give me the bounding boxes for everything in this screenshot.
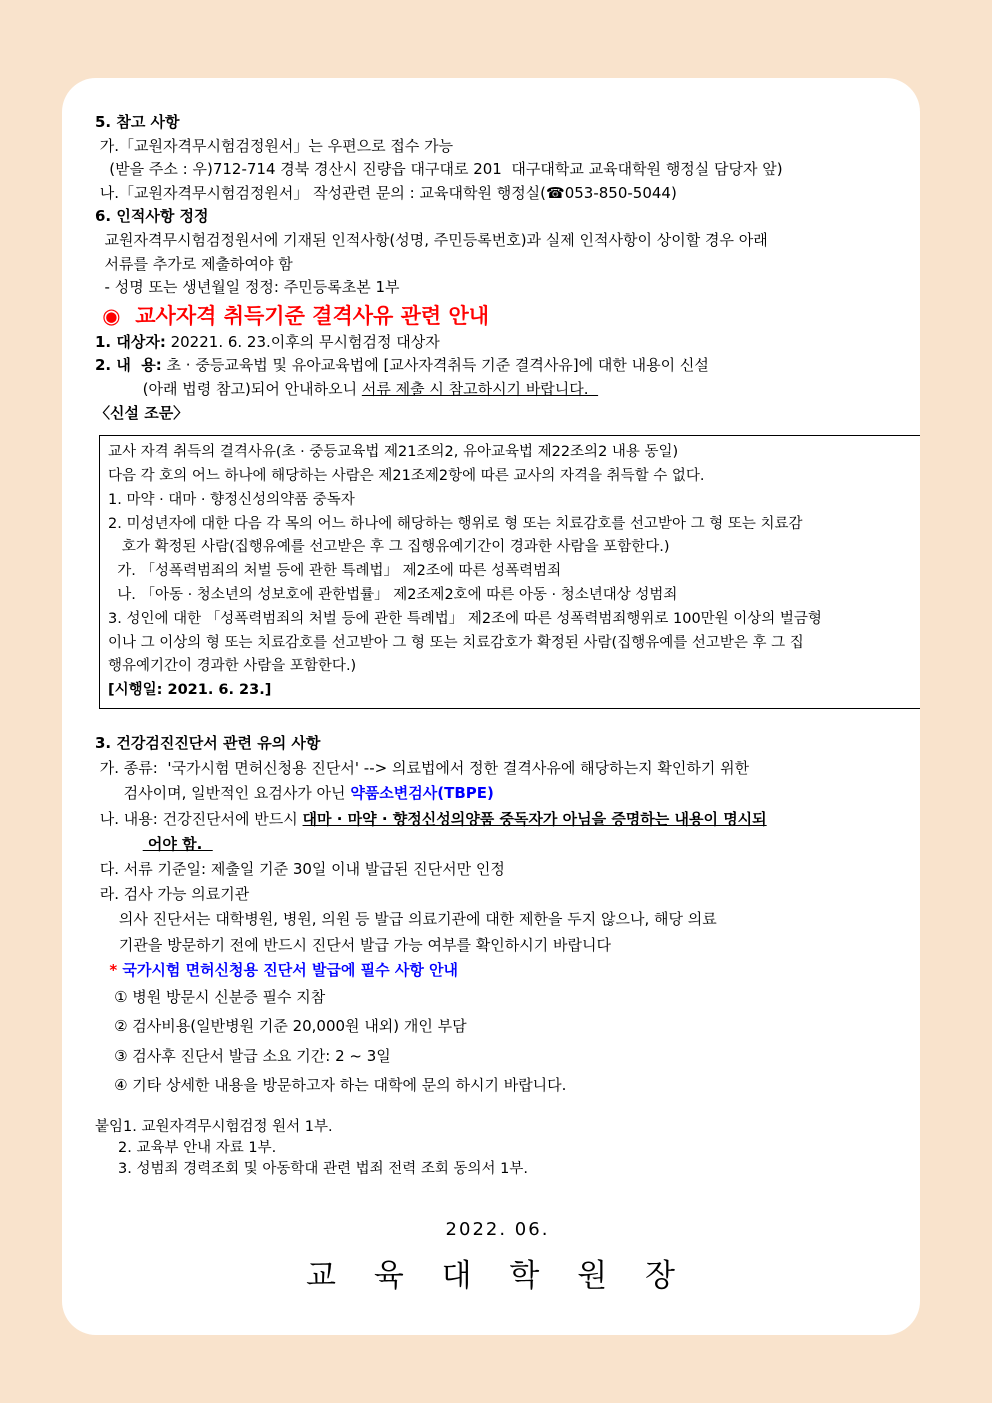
- text-line: [95, 402, 900, 426]
- text-segment: 1. 대상자:: [95, 332, 166, 351]
- text-segment: ① 병원 방문시 신분증 필수 지참: [95, 987, 326, 1006]
- text-line: [95, 331, 900, 355]
- text-segment: 붙임1. 교원자격무시험검정 원서 1부.: [95, 1118, 333, 1135]
- text-segment: 2. 내 용:: [95, 356, 162, 375]
- text-segment: 초 · 중등교육법 및 유아교육법에 [교사자격취득 기준 결격사유]에 대한 내용이 신설: [161, 356, 709, 375]
- text-segment: 다음 각 호의 어느 하나에 해당하는 사람은 제21조제2항에 따른 교사의 자격을 취득할 수 없다.: [108, 467, 705, 484]
- text-line: [95, 781, 900, 806]
- text-line: [108, 632, 918, 656]
- text-line: [95, 182, 900, 206]
- text-segment: 〈신설 조문〉: [95, 403, 189, 422]
- text-segment: 가. 「성폭력범죄의 처벌 등에 관한 특례법」 제2조에 따른 성폭력범죄: [108, 563, 562, 580]
- section-health-checkup: [95, 731, 900, 983]
- text-line: [108, 655, 918, 679]
- text-segment: 대마 · 마약 · 향정신성의양품 중독자가 아님을 증명하는 내용이 명시되: [302, 809, 767, 828]
- text-segment: 약품소변검사(TBPE): [350, 784, 494, 803]
- text-line: [108, 679, 918, 703]
- text-line: [95, 229, 900, 253]
- text-line: [95, 1159, 900, 1180]
- attachments-list: [95, 1117, 900, 1180]
- text-segment: *: [109, 960, 123, 979]
- text-line: [95, 135, 900, 159]
- law-clause-box: [99, 435, 920, 709]
- text-segment: 검사이며, 일반적인 요검사가 아닌: [95, 784, 351, 803]
- text-line: [95, 354, 900, 378]
- text-line: [95, 205, 900, 229]
- text-line: [95, 756, 900, 781]
- text-segment: ② 검사비용(일반병원 기준 20,000원 내외) 개인 부담: [95, 1017, 467, 1036]
- text-line: [108, 441, 918, 465]
- text-line: [95, 933, 900, 958]
- text-line: [95, 253, 900, 277]
- text-segment: [95, 961, 109, 979]
- text-segment: 이나 그 이상의 형 또는 치료감호를 선고받아 그 형 또는 치료감호가 확정된 사람(집행유예를 선고받은 후 그 집: [108, 634, 804, 651]
- text-segment: 2. 교육부 안내 자료 1부.: [95, 1139, 277, 1156]
- text-line: [95, 857, 900, 882]
- text-line: [95, 907, 900, 932]
- notice-items: [95, 331, 900, 425]
- text-segment: 나.「교원자격무시험검정원서」 작성관련 문의 : 교육대학원 행정실(☎053-850-5044): [95, 183, 677, 202]
- text-line: [95, 1042, 900, 1072]
- text-line: [95, 958, 900, 983]
- text-line: [95, 807, 900, 832]
- text-segment: (아래 법령 참고)되어 안내하오니: [95, 379, 362, 398]
- text-segment: - 성명 또는 생년월일 정정: 주민등록초본 1부: [95, 278, 400, 297]
- text-line: [95, 1012, 900, 1042]
- text-segment: 교원자격무시험검정원서에 기재된 인적사항(성명, 주민등록번호)과 실제 인적사항이 상이할 경우 아래: [95, 230, 768, 249]
- text-segment: 어야 함.: [142, 834, 213, 853]
- text-line: [95, 983, 900, 1013]
- text-line: [108, 560, 918, 584]
- notice-heading: ◉ 교사자격 취득기준 결격사유 관련 안내: [95, 303, 490, 328]
- text-segment: 국가시험 면허신청용 진단서 발급에 필수 사항 안내: [122, 960, 459, 979]
- text-segment: 나. 내용: 건강진단서에 반드시: [95, 809, 303, 828]
- text-segment: 호가 확정된 사람(집행유예를 선고받은 후 그 집행유예기간이 경과한 사람을 포함한다.): [108, 539, 670, 556]
- text-line: [95, 1138, 900, 1159]
- text-line: [95, 276, 900, 300]
- signature-title: 교 육 대 학 원 장: [306, 1257, 689, 1294]
- text-segment: 1. 마약 · 대마 · 향정신성의약품 중독자: [108, 491, 355, 508]
- text-segment: 기관을 방문하기 전에 반드시 진단서 발급 가능 여부를 확인하시기 바랍니다: [95, 935, 611, 954]
- document-sheet: [62, 78, 920, 1335]
- text-segment: 다. 서류 기준일: 제출일 기준 30일 이내 발급된 진단서만 인정: [95, 859, 505, 878]
- text-segment: 행유예기간이 경과한 사람을 포함한다.): [108, 658, 357, 675]
- text-line: [108, 608, 918, 632]
- text-line: [95, 731, 900, 756]
- text-segment: ④ 기타 상세한 내용을 방문하고자 하는 대학에 문의 하시기 바랍니다.: [95, 1076, 567, 1095]
- text-line: [95, 378, 900, 402]
- issue-date: 2022. 06.: [445, 1218, 550, 1240]
- text-segment: 서류를 추가로 제출하여야 함: [95, 254, 293, 273]
- text-segment: 20221. 6. 23.이후의 무시험검정 대상자: [165, 332, 440, 351]
- text-segment: [95, 835, 143, 853]
- text-segment: 2. 미성년자에 대한 다음 각 목의 어느 하나에 해당하는 행위로 형 또는 치료감호를 선고받아 그 형 또는 치료감: [108, 515, 803, 532]
- text-line: [95, 111, 900, 135]
- text-line: [108, 465, 918, 489]
- text-segment: 6. 인적사항 정정: [95, 207, 209, 226]
- text-segment: 3. 성범죄 경력조회 및 아동학대 관련 법죄 전력 조회 동의서 1부.: [95, 1160, 528, 1177]
- text-segment: 의사 진단서는 대학병원, 병원, 의원 등 발급 의료기관에 대한 제한을 두지 않으나, 해당 의료: [95, 910, 717, 929]
- text-segment: 서류 제출 시 참고하시기 바랍니다.: [361, 379, 599, 398]
- text-segment: [시행일: 2021. 6. 23.]: [108, 682, 272, 699]
- text-segment: 가. 종류: '국가시험 면허신청용 진단서' --> 의료법에서 정한 결격사유에 해당하는지 확인하기 위한: [95, 759, 750, 778]
- text-segment: ③ 검사후 진단서 발급 소요 기간: 2 ~ 3일: [95, 1046, 391, 1065]
- text-segment: 5. 참고 사항: [95, 113, 180, 131]
- section-reference-and-correction: [95, 111, 900, 300]
- text-segment: (받을 주소 : 우)712-714 경북 경산시 진량읍 대구대로 201 대구대학교 교육대학원 행정실 담당자 앞): [95, 160, 783, 179]
- text-segment: 3. 건강검진진단서 관련 유의 사항: [95, 733, 321, 752]
- text-line: [108, 584, 918, 608]
- text-line: [95, 158, 900, 182]
- text-segment: 교사 자격 취득의 결격사유(초 · 중등교육법 제21조의2, 유아교육법 제22조의2 내용 동일): [108, 444, 679, 461]
- text-line: [95, 832, 900, 857]
- text-segment: 가.「교원자격무시험검정원서」는 우편으로 접수 가능: [95, 136, 454, 155]
- text-line: [108, 513, 918, 537]
- text-line: [108, 536, 918, 560]
- text-line: [108, 489, 918, 513]
- text-segment: 라. 검사 가능 의료기관: [95, 885, 250, 904]
- text-segment: 3. 성인에 대한 「성폭력범죄의 처벌 등에 관한 특례법」 제2조에 따른 성폭력범죄행위로 100만원 이상의 벌금형: [108, 610, 822, 627]
- text-line: [95, 1117, 900, 1138]
- text-segment: 나. 「아동 · 청소년의 성보호에 관한법률」 제2조제2호에 따른 아동 · 청소년대상 성범죄: [108, 586, 678, 603]
- circled-number-notes: [95, 983, 900, 1101]
- text-line: [95, 882, 900, 907]
- text-line: [95, 1071, 900, 1101]
